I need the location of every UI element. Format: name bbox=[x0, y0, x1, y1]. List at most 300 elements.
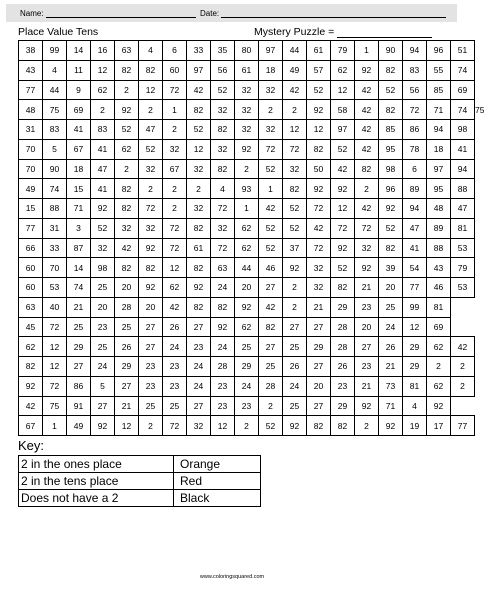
grid-cell[interactable]: 72 bbox=[331, 218, 355, 238]
grid-cell[interactable]: 23 bbox=[163, 357, 187, 377]
grid-cell[interactable]: 4 bbox=[211, 179, 235, 199]
grid-cell[interactable]: 52 bbox=[331, 139, 355, 159]
grid-cell[interactable]: 74 bbox=[67, 278, 91, 298]
grid-cell[interactable]: 20 bbox=[355, 317, 379, 337]
grid-cell[interactable]: 6 bbox=[403, 159, 427, 179]
grid-cell[interactable]: 92 bbox=[283, 258, 307, 278]
grid-cell[interactable]: 82 bbox=[115, 179, 139, 199]
grid-cell[interactable]: 71 bbox=[379, 396, 403, 416]
grid-cell[interactable]: 25 bbox=[283, 337, 307, 357]
grid-cell[interactable]: 31 bbox=[19, 120, 43, 140]
grid-cell[interactable]: 82 bbox=[331, 416, 355, 436]
grid-cell[interactable]: 32 bbox=[211, 218, 235, 238]
grid-cell[interactable]: 2 bbox=[259, 396, 283, 416]
grid-cell[interactable]: 2 bbox=[235, 159, 259, 179]
grid-cell[interactable]: 39 bbox=[379, 258, 403, 278]
grid-cell[interactable]: 21 bbox=[67, 297, 91, 317]
grid-cell[interactable]: 24 bbox=[379, 317, 403, 337]
grid-cell[interactable]: 32 bbox=[211, 139, 235, 159]
grid-cell[interactable]: 12 bbox=[163, 258, 187, 278]
grid-cell[interactable]: 52 bbox=[379, 218, 403, 238]
grid-cell[interactable]: 15 bbox=[67, 179, 91, 199]
grid-cell[interactable]: 67 bbox=[163, 159, 187, 179]
grid-cell[interactable]: 82 bbox=[355, 159, 379, 179]
grid-cell[interactable]: 72 bbox=[163, 218, 187, 238]
grid-cell[interactable]: 69 bbox=[67, 100, 91, 120]
grid-cell[interactable]: 12 bbox=[283, 120, 307, 140]
date-field[interactable] bbox=[200, 9, 446, 18]
grid-cell[interactable]: 12 bbox=[211, 416, 235, 436]
grid-cell[interactable]: 67 bbox=[19, 416, 43, 436]
grid-cell[interactable]: 23 bbox=[235, 396, 259, 416]
grid-cell[interactable]: 27 bbox=[139, 337, 163, 357]
grid-cell[interactable]: 51 bbox=[451, 41, 475, 61]
grid-cell[interactable]: 81 bbox=[427, 297, 451, 317]
grid-cell[interactable]: 52 bbox=[211, 80, 235, 100]
grid-cell[interactable]: 52 bbox=[259, 218, 283, 238]
grid-cell[interactable]: 95 bbox=[427, 179, 451, 199]
grid-cell[interactable]: 55 bbox=[427, 60, 451, 80]
grid-cell[interactable]: 32 bbox=[187, 416, 211, 436]
grid-cell[interactable]: 32 bbox=[235, 120, 259, 140]
grid-cell[interactable]: 29 bbox=[115, 357, 139, 377]
grid-cell[interactable]: 82 bbox=[307, 416, 331, 436]
grid-cell[interactable]: 78 bbox=[403, 139, 427, 159]
grid-cell[interactable]: 21 bbox=[355, 278, 379, 298]
grid-cell[interactable]: 17 bbox=[427, 416, 451, 436]
grid-cell[interactable]: 72 bbox=[403, 100, 427, 120]
grid-cell[interactable]: 35 bbox=[211, 41, 235, 61]
grid-cell[interactable]: 2 bbox=[115, 80, 139, 100]
grid-cell[interactable]: 25 bbox=[379, 297, 403, 317]
grid-cell[interactable]: 24 bbox=[187, 376, 211, 396]
grid-cell[interactable]: 62 bbox=[91, 80, 115, 100]
grid-cell[interactable]: 98 bbox=[91, 258, 115, 278]
grid-cell[interactable]: 62 bbox=[115, 139, 139, 159]
grid-cell[interactable]: 20 bbox=[235, 278, 259, 298]
grid-cell[interactable]: 82 bbox=[331, 278, 355, 298]
mystery-answer-field[interactable] bbox=[254, 26, 432, 38]
grid-cell[interactable]: 29 bbox=[331, 297, 355, 317]
grid-cell[interactable]: 92 bbox=[355, 396, 379, 416]
grid-cell[interactable]: 41 bbox=[451, 139, 475, 159]
grid-cell[interactable]: 72 bbox=[211, 238, 235, 258]
grid-cell[interactable]: 25 bbox=[235, 337, 259, 357]
grid-cell[interactable]: 20 bbox=[115, 278, 139, 298]
grid-cell[interactable]: 63 bbox=[211, 258, 235, 278]
grid-cell[interactable]: 12 bbox=[43, 337, 67, 357]
grid-cell[interactable]: 25 bbox=[163, 396, 187, 416]
grid-cell[interactable]: 33 bbox=[43, 238, 67, 258]
grid-cell[interactable]: 41 bbox=[403, 238, 427, 258]
grid-cell[interactable]: 77 bbox=[19, 80, 43, 100]
grid-cell[interactable]: 82 bbox=[379, 60, 403, 80]
grid-cell[interactable]: 24 bbox=[211, 278, 235, 298]
grid-cell[interactable]: 63 bbox=[19, 297, 43, 317]
grid-cell[interactable]: 28 bbox=[259, 376, 283, 396]
grid-cell[interactable]: 31 bbox=[43, 218, 67, 238]
grid-cell[interactable]: 2 bbox=[139, 179, 163, 199]
grid-cell[interactable]: 32 bbox=[91, 238, 115, 258]
grid-cell[interactable]: 92 bbox=[235, 297, 259, 317]
grid-cell[interactable]: 83 bbox=[91, 120, 115, 140]
grid-cell[interactable]: 47 bbox=[451, 199, 475, 219]
grid-cell[interactable]: 94 bbox=[403, 199, 427, 219]
grid-cell[interactable]: 9 bbox=[67, 80, 91, 100]
grid-cell[interactable]: 79 bbox=[331, 41, 355, 61]
grid-cell[interactable]: 28 bbox=[211, 357, 235, 377]
grid-cell[interactable]: 72 bbox=[355, 218, 379, 238]
grid-cell[interactable]: 2 bbox=[187, 179, 211, 199]
grid-cell[interactable]: 92 bbox=[19, 376, 43, 396]
grid-cell[interactable]: 49 bbox=[19, 179, 43, 199]
grid-cell[interactable]: 23 bbox=[139, 357, 163, 377]
grid-cell[interactable]: 92 bbox=[331, 238, 355, 258]
grid-cell[interactable]: 66 bbox=[19, 238, 43, 258]
grid-cell[interactable]: 83 bbox=[403, 60, 427, 80]
grid-cell[interactable]: 26 bbox=[163, 317, 187, 337]
grid-cell[interactable]: 52 bbox=[91, 218, 115, 238]
grid-cell[interactable]: 42 bbox=[19, 396, 43, 416]
grid-cell[interactable]: 92 bbox=[139, 278, 163, 298]
grid-cell[interactable]: 42 bbox=[283, 80, 307, 100]
grid-cell[interactable]: 21 bbox=[379, 357, 403, 377]
grid-cell[interactable]: 25 bbox=[139, 396, 163, 416]
grid-cell[interactable]: 97 bbox=[331, 120, 355, 140]
grid-cell[interactable]: 32 bbox=[355, 238, 379, 258]
grid-cell[interactable]: 44 bbox=[43, 80, 67, 100]
grid-cell[interactable]: 42 bbox=[355, 139, 379, 159]
grid-cell[interactable]: 29 bbox=[403, 337, 427, 357]
grid-cell[interactable]: 14 bbox=[67, 41, 91, 61]
grid-cell[interactable]: 92 bbox=[307, 100, 331, 120]
grid-cell[interactable]: 92 bbox=[379, 416, 403, 436]
grid-cell[interactable]: 82 bbox=[115, 60, 139, 80]
grid-cell[interactable]: 40 bbox=[43, 297, 67, 317]
grid-cell[interactable]: 25 bbox=[91, 337, 115, 357]
grid-cell[interactable]: 72 bbox=[283, 139, 307, 159]
grid-cell[interactable]: 82 bbox=[379, 100, 403, 120]
grid-cell[interactable]: 56 bbox=[403, 80, 427, 100]
grid-cell[interactable]: 72 bbox=[163, 416, 187, 436]
grid-cell[interactable]: 19 bbox=[403, 416, 427, 436]
grid-cell[interactable]: 62 bbox=[19, 337, 43, 357]
grid-cell[interactable]: 62 bbox=[427, 337, 451, 357]
grid-cell[interactable]: 41 bbox=[91, 139, 115, 159]
grid-cell[interactable]: 42 bbox=[259, 297, 283, 317]
grid-cell[interactable]: 60 bbox=[19, 278, 43, 298]
grid-cell[interactable]: 72 bbox=[307, 199, 331, 219]
grid-cell[interactable]: 2 bbox=[283, 100, 307, 120]
grid-cell[interactable]: 6 bbox=[163, 41, 187, 61]
grid-cell[interactable]: 74 bbox=[451, 60, 475, 80]
grid-cell[interactable]: 57 bbox=[307, 60, 331, 80]
grid-cell[interactable]: 16 bbox=[91, 41, 115, 61]
grid-cell[interactable]: 80 bbox=[235, 41, 259, 61]
grid-cell[interactable]: 52 bbox=[259, 159, 283, 179]
grid-cell[interactable]: 46 bbox=[259, 258, 283, 278]
grid-cell[interactable]: 12 bbox=[187, 139, 211, 159]
grid-cell[interactable]: 97 bbox=[427, 159, 451, 179]
grid-cell[interactable]: 2 bbox=[115, 159, 139, 179]
grid-cell[interactable]: 82 bbox=[211, 120, 235, 140]
grid-cell[interactable]: 77 bbox=[403, 278, 427, 298]
grid-cell[interactable]: 1 bbox=[43, 416, 67, 436]
grid-cell[interactable]: 20 bbox=[307, 376, 331, 396]
grid-cell[interactable]: 70 bbox=[43, 258, 67, 278]
grid-cell[interactable]: 81 bbox=[451, 218, 475, 238]
grid-cell[interactable]: 23 bbox=[355, 357, 379, 377]
grid-cell[interactable]: 63 bbox=[115, 41, 139, 61]
grid-cell[interactable]: 42 bbox=[355, 80, 379, 100]
grid-cell[interactable]: 24 bbox=[211, 337, 235, 357]
grid-cell[interactable]: 92 bbox=[331, 179, 355, 199]
grid-cell[interactable]: 88 bbox=[43, 199, 67, 219]
grid-cell[interactable]: 82 bbox=[187, 100, 211, 120]
grid-cell[interactable]: 32 bbox=[307, 258, 331, 278]
grid-cell[interactable]: 92 bbox=[307, 179, 331, 199]
grid-cell[interactable]: 32 bbox=[187, 199, 211, 219]
grid-cell[interactable]: 42 bbox=[307, 218, 331, 238]
grid-cell[interactable]: 32 bbox=[115, 218, 139, 238]
grid-cell[interactable]: 2 bbox=[451, 357, 475, 377]
grid-cell[interactable]: 44 bbox=[283, 41, 307, 61]
grid-cell[interactable]: 32 bbox=[235, 80, 259, 100]
grid-cell[interactable]: 47 bbox=[91, 159, 115, 179]
grid-cell[interactable]: 26 bbox=[331, 357, 355, 377]
grid-cell[interactable]: 27 bbox=[307, 396, 331, 416]
grid-cell[interactable]: 2 bbox=[163, 199, 187, 219]
grid-cell[interactable]: 24 bbox=[163, 337, 187, 357]
grid-cell[interactable]: 92 bbox=[211, 317, 235, 337]
grid-cell[interactable]: 72 bbox=[163, 80, 187, 100]
grid-cell[interactable]: 12 bbox=[139, 80, 163, 100]
grid-cell[interactable]: 27 bbox=[307, 357, 331, 377]
grid-cell[interactable]: 50 bbox=[307, 159, 331, 179]
grid-cell[interactable]: 62 bbox=[235, 238, 259, 258]
grid-cell[interactable]: 42 bbox=[355, 120, 379, 140]
grid-cell[interactable]: 56 bbox=[211, 60, 235, 80]
grid-cell[interactable]: 38 bbox=[19, 41, 43, 61]
grid-cell[interactable]: 12 bbox=[403, 317, 427, 337]
grid-cell[interactable]: 42 bbox=[115, 238, 139, 258]
grid-cell[interactable]: 92 bbox=[187, 278, 211, 298]
grid-cell[interactable]: 54 bbox=[403, 258, 427, 278]
grid-cell[interactable]: 27 bbox=[355, 337, 379, 357]
grid-cell[interactable]: 26 bbox=[115, 337, 139, 357]
grid-cell[interactable]: 33 bbox=[187, 41, 211, 61]
grid-cell[interactable]: 72 bbox=[139, 199, 163, 219]
grid-cell[interactable]: 96 bbox=[379, 179, 403, 199]
grid-cell[interactable]: 94 bbox=[451, 159, 475, 179]
grid-cell[interactable]: 15 bbox=[19, 199, 43, 219]
grid-cell[interactable]: 27 bbox=[259, 278, 283, 298]
grid-cell[interactable]: 71 bbox=[427, 100, 451, 120]
grid-cell[interactable]: 42 bbox=[331, 159, 355, 179]
grid-cell[interactable]: 2 bbox=[427, 357, 451, 377]
grid-cell[interactable]: 2 bbox=[91, 100, 115, 120]
grid-cell[interactable]: 98 bbox=[379, 159, 403, 179]
grid-cell[interactable]: 27 bbox=[259, 337, 283, 357]
grid-cell[interactable]: 62 bbox=[427, 376, 451, 396]
grid-cell[interactable]: 25 bbox=[283, 396, 307, 416]
grid-cell[interactable]: 96 bbox=[427, 41, 451, 61]
grid-cell[interactable]: 29 bbox=[307, 337, 331, 357]
grid-cell[interactable]: 23 bbox=[187, 337, 211, 357]
grid-cell[interactable]: 88 bbox=[451, 179, 475, 199]
grid-cell[interactable]: 82 bbox=[115, 199, 139, 219]
grid-cell[interactable]: 89 bbox=[403, 179, 427, 199]
grid-cell[interactable]: 75 bbox=[43, 396, 67, 416]
grid-cell[interactable]: 27 bbox=[307, 317, 331, 337]
grid-cell[interactable]: 28 bbox=[331, 317, 355, 337]
grid-cell[interactable]: 14 bbox=[67, 258, 91, 278]
grid-cell[interactable]: 52 bbox=[187, 120, 211, 140]
grid-cell[interactable]: 12 bbox=[43, 357, 67, 377]
grid-cell[interactable]: 82 bbox=[259, 317, 283, 337]
grid-cell[interactable]: 52 bbox=[331, 258, 355, 278]
grid-cell[interactable]: 4 bbox=[403, 396, 427, 416]
grid-cell[interactable]: 25 bbox=[259, 357, 283, 377]
grid-cell[interactable]: 72 bbox=[43, 317, 67, 337]
grid-cell[interactable]: 62 bbox=[235, 317, 259, 337]
grid-cell[interactable]: 2 bbox=[163, 120, 187, 140]
grid-cell[interactable]: 86 bbox=[403, 120, 427, 140]
grid-cell[interactable]: 32 bbox=[283, 159, 307, 179]
grid-cell[interactable]: 23 bbox=[163, 376, 187, 396]
grid-cell[interactable]: 73 bbox=[379, 376, 403, 396]
grid-cell[interactable]: 29 bbox=[67, 337, 91, 357]
grid-cell[interactable]: 72 bbox=[43, 376, 67, 396]
grid-cell[interactable]: 21 bbox=[115, 396, 139, 416]
grid-cell[interactable]: 98 bbox=[451, 120, 475, 140]
grid-cell[interactable]: 42 bbox=[187, 80, 211, 100]
grid-cell[interactable]: 12 bbox=[331, 199, 355, 219]
grid-cell[interactable]: 27 bbox=[139, 317, 163, 337]
grid-cell[interactable]: 70 bbox=[19, 139, 43, 159]
grid-cell[interactable]: 52 bbox=[115, 120, 139, 140]
grid-cell[interactable]: 44 bbox=[235, 258, 259, 278]
grid-cell[interactable]: 92 bbox=[115, 100, 139, 120]
grid-cell[interactable]: 77 bbox=[451, 416, 475, 436]
grid-cell[interactable]: 82 bbox=[283, 179, 307, 199]
grid-cell[interactable]: 18 bbox=[259, 60, 283, 80]
grid-cell[interactable]: 45 bbox=[19, 317, 43, 337]
grid-cell[interactable]: 27 bbox=[283, 317, 307, 337]
grid-cell[interactable]: 49 bbox=[283, 60, 307, 80]
grid-cell[interactable]: 2 bbox=[163, 179, 187, 199]
grid-cell[interactable]: 60 bbox=[163, 60, 187, 80]
grid-cell[interactable]: 99 bbox=[43, 41, 67, 61]
grid-cell[interactable]: 32 bbox=[163, 139, 187, 159]
grid-cell[interactable]: 5 bbox=[91, 376, 115, 396]
grid-cell[interactable]: 52 bbox=[283, 218, 307, 238]
grid-cell[interactable]: 41 bbox=[91, 179, 115, 199]
grid-cell[interactable]: 42 bbox=[163, 297, 187, 317]
grid-cell[interactable]: 82 bbox=[307, 139, 331, 159]
grid-cell[interactable]: 82 bbox=[379, 238, 403, 258]
grid-cell[interactable]: 52 bbox=[307, 80, 331, 100]
grid-cell[interactable]: 52 bbox=[283, 199, 307, 219]
grid-cell[interactable]: 70 bbox=[19, 159, 43, 179]
grid-cell[interactable]: 42 bbox=[355, 100, 379, 120]
grid-cell[interactable]: 72 bbox=[259, 139, 283, 159]
grid-cell[interactable]: 53 bbox=[451, 278, 475, 298]
grid-cell[interactable]: 62 bbox=[331, 60, 355, 80]
grid-cell[interactable]: 2 bbox=[235, 416, 259, 436]
grid-cell[interactable]: 95 bbox=[379, 139, 403, 159]
grid-cell[interactable]: 23 bbox=[331, 376, 355, 396]
grid-cell[interactable]: 82 bbox=[187, 258, 211, 278]
grid-cell[interactable]: 27 bbox=[187, 396, 211, 416]
grid-cell[interactable]: 20 bbox=[379, 278, 403, 298]
grid-cell[interactable]: 61 bbox=[307, 41, 331, 61]
grid-cell[interactable]: 23 bbox=[211, 376, 235, 396]
grid-cell[interactable]: 24 bbox=[283, 376, 307, 396]
grid-cell[interactable]: 72 bbox=[307, 238, 331, 258]
grid-cell[interactable]: 42 bbox=[259, 199, 283, 219]
grid-cell[interactable]: 82 bbox=[211, 159, 235, 179]
grid-cell[interactable]: 99 bbox=[403, 297, 427, 317]
grid-cell[interactable]: 4 bbox=[43, 60, 67, 80]
grid-cell[interactable]: 82 bbox=[139, 258, 163, 278]
grid-cell[interactable]: 11 bbox=[67, 60, 91, 80]
grid-cell[interactable]: 94 bbox=[403, 41, 427, 61]
grid-cell[interactable]: 92 bbox=[379, 199, 403, 219]
grid-cell[interactable]: 74 bbox=[43, 179, 67, 199]
grid-cell[interactable]: 43 bbox=[19, 60, 43, 80]
grid-cell[interactable]: 27 bbox=[115, 376, 139, 396]
grid-cell[interactable]: 24 bbox=[187, 357, 211, 377]
grid-cell[interactable]: 85 bbox=[379, 120, 403, 140]
grid-cell[interactable]: 88 bbox=[427, 238, 451, 258]
grid-cell[interactable]: 2 bbox=[139, 416, 163, 436]
grid-cell[interactable]: 83 bbox=[43, 120, 67, 140]
grid-cell[interactable]: 2 bbox=[355, 179, 379, 199]
grid-cell[interactable]: 92 bbox=[427, 396, 451, 416]
grid-cell[interactable]: 42 bbox=[451, 337, 475, 357]
grid-cell[interactable]: 1 bbox=[259, 179, 283, 199]
grid-cell[interactable]: 60 bbox=[19, 258, 43, 278]
name-field[interactable] bbox=[20, 9, 196, 18]
grid-cell[interactable]: 43 bbox=[427, 258, 451, 278]
grid-cell[interactable]: 77 bbox=[19, 218, 43, 238]
grid-cell[interactable]: 18 bbox=[427, 139, 451, 159]
grid-cell[interactable]: 72 bbox=[211, 199, 235, 219]
grid-cell[interactable]: 23 bbox=[91, 317, 115, 337]
grid-cell[interactable]: 12 bbox=[115, 416, 139, 436]
grid-cell[interactable]: 5 bbox=[43, 139, 67, 159]
grid-cell[interactable]: 52 bbox=[259, 416, 283, 436]
grid-cell[interactable]: 53 bbox=[43, 278, 67, 298]
grid-cell[interactable]: 49 bbox=[67, 416, 91, 436]
grid-cell[interactable]: 90 bbox=[379, 41, 403, 61]
grid-cell[interactable]: 18 bbox=[67, 159, 91, 179]
grid-cell[interactable]: 92 bbox=[235, 139, 259, 159]
grid-cell[interactable]: 24 bbox=[235, 376, 259, 396]
grid-cell[interactable]: 25 bbox=[91, 278, 115, 298]
grid-cell[interactable]: 92 bbox=[139, 238, 163, 258]
grid-cell[interactable]: 97 bbox=[259, 41, 283, 61]
grid-cell[interactable]: 92 bbox=[355, 258, 379, 278]
grid-cell[interactable]: 2 bbox=[451, 376, 475, 396]
grid-cell[interactable]: 1 bbox=[163, 100, 187, 120]
grid-cell[interactable]: 27 bbox=[187, 317, 211, 337]
grid-cell[interactable]: 32 bbox=[235, 100, 259, 120]
grid-cell[interactable]: 24 bbox=[91, 357, 115, 377]
grid-cell[interactable]: 87 bbox=[67, 238, 91, 258]
grid-cell[interactable]: 97 bbox=[187, 60, 211, 80]
